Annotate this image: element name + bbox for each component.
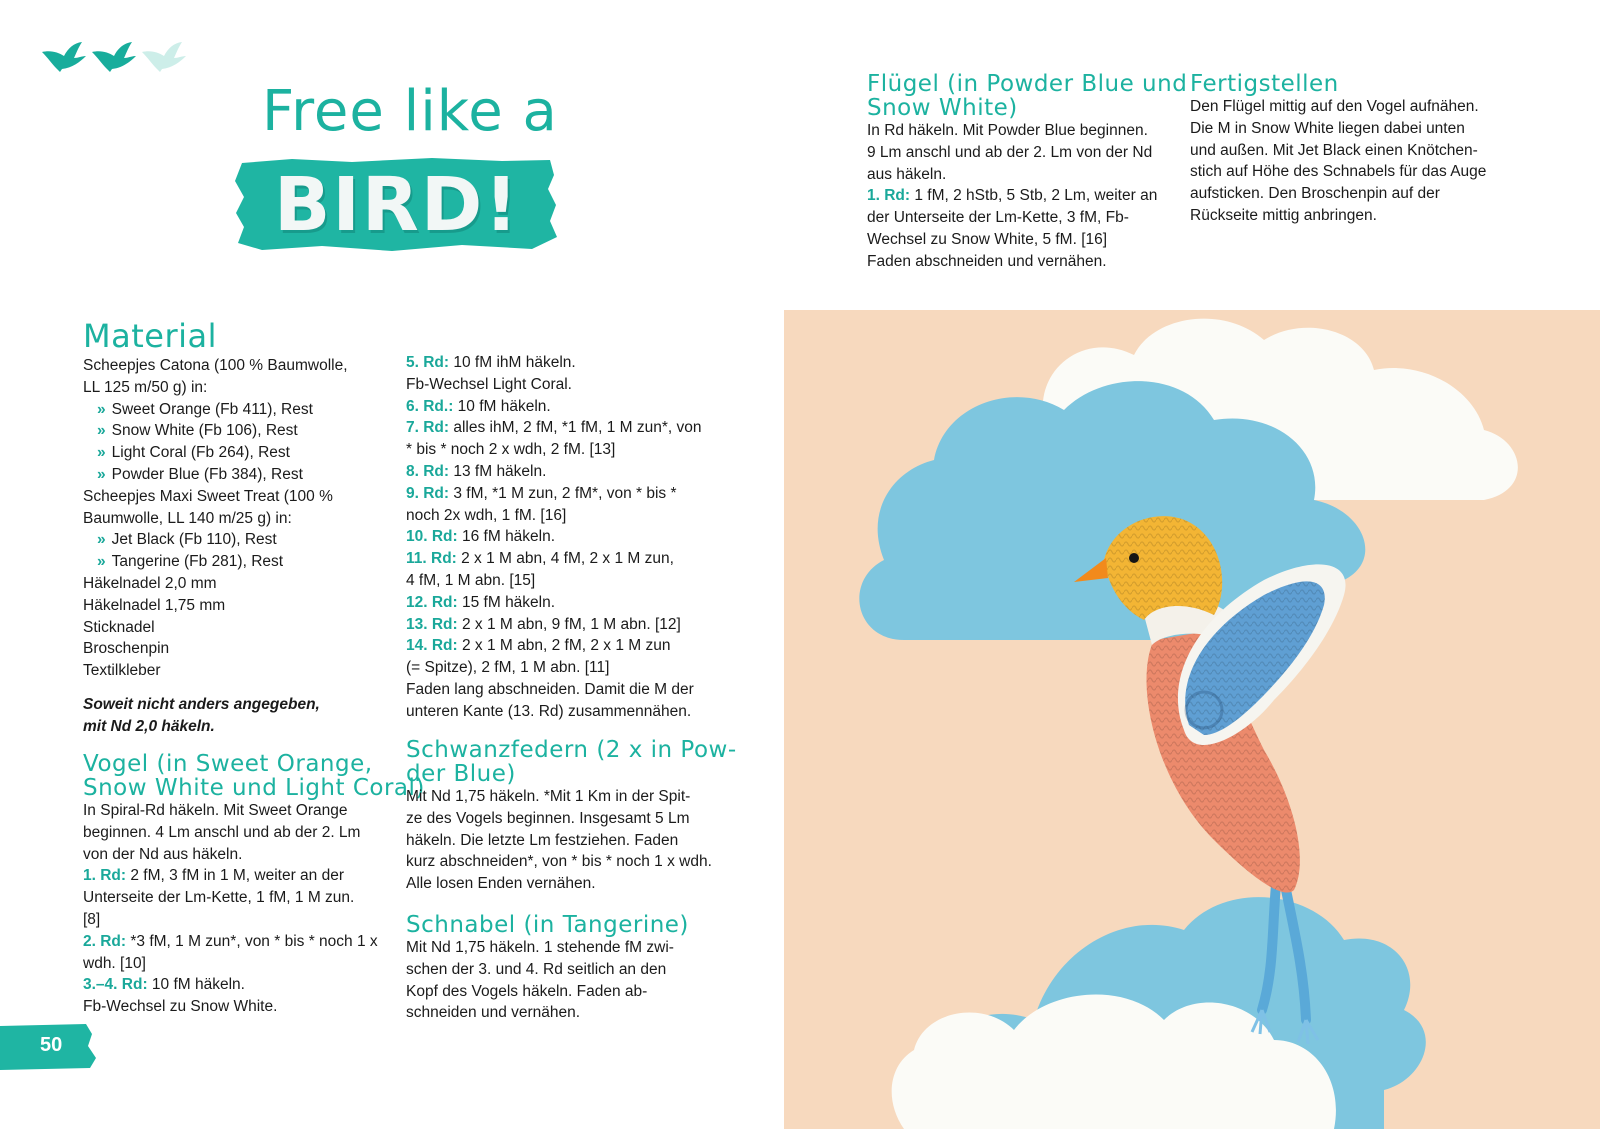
line-text: In Spiral-Rd häkeln. Mit Sweet Orange	[83, 802, 348, 819]
line-text: 10 fM häkeln.	[453, 397, 551, 415]
bird-icon	[92, 42, 136, 72]
material-section	[83, 318, 383, 738]
line-text: * bis * noch 2 x wdh, 2 fM. [13]	[406, 441, 616, 459]
fluegel-heading	[867, 71, 1188, 121]
line-text: 2 x 1 M abn, 4 fM, 2 x 1 M zun,	[456, 550, 674, 568]
text-line	[867, 229, 1167, 251]
schwanz-text	[406, 786, 716, 895]
text-line	[83, 865, 383, 887]
material-text: Broschenpin	[83, 640, 170, 658]
text-line	[406, 526, 716, 548]
bullet-mark: »	[97, 422, 106, 440]
material-text: LL 125 m/50 g) in:	[83, 378, 208, 396]
text-line: aufsticken. Den Broschenpin auf der	[1190, 185, 1440, 203]
material-note	[83, 694, 383, 738]
text-line	[867, 251, 1167, 273]
text-line	[867, 207, 1167, 229]
round-label: 7. Rd:	[406, 419, 450, 437]
round-label: 12. Rd:	[406, 593, 458, 611]
round-label: 13. Rd:	[406, 615, 458, 633]
title-word: BIRD!	[273, 162, 521, 248]
line-text: Fb-Wechsel zu Snow White.	[83, 998, 278, 1016]
line-text: 15 fM häkeln.	[457, 593, 556, 611]
fertig-section	[1190, 72, 1510, 227]
line-text: 13 fM häkeln.	[449, 462, 547, 480]
text-line: Die M in Snow White liegen dabei unten	[1190, 119, 1465, 137]
line-text: 2 x 1 M abn, 9 fM, 1 M abn. [12]	[457, 615, 681, 633]
line-text: In Rd häkeln. Mit Powder Blue beginnen.	[867, 122, 1148, 139]
material-text: Scheepjes Catona (100 % Baumwolle,	[83, 357, 348, 374]
line-text: Faden abschneiden und vernähen.	[867, 252, 1107, 270]
material-line	[83, 595, 383, 617]
bullet-mark: »	[97, 465, 106, 483]
text-line: Mit Nd 1,75 häkeln. *Mit 1 Km in der Spit-	[406, 788, 691, 805]
text-line: und außen. Mit Jet Black einen Knötchen-	[1190, 141, 1478, 159]
round-label: 1. Rd:	[83, 867, 127, 885]
material-heading: Material	[83, 317, 217, 355]
line-text: 10 fM häkeln.	[147, 976, 245, 994]
material-line	[83, 573, 383, 595]
material-text: Snow White (Fb 106), Rest	[111, 422, 298, 440]
material-text: Jet Black (Fb 110), Rest	[111, 531, 277, 549]
material-text: Tangerine (Fb 281), Rest	[111, 553, 284, 571]
text-line	[867, 120, 1167, 142]
title-line: Free like a	[262, 79, 558, 144]
bird-photo	[784, 310, 1600, 1129]
schnabel-text	[406, 937, 716, 1024]
round-label: 5. Rd:	[406, 354, 450, 371]
material-line	[83, 638, 383, 660]
line-text: 2 fM, 3 fM in 1 M, weiter an der	[126, 867, 345, 885]
bird-icon-faded	[142, 42, 186, 72]
vogel-heading-line: Snow White und Light Coral)	[83, 775, 425, 801]
title-brush-banner	[232, 155, 562, 255]
round-label: 2. Rd:	[83, 932, 127, 950]
bird-icon	[42, 42, 86, 72]
material-bullet-item	[83, 529, 383, 551]
text-line	[83, 974, 383, 996]
line-text: 16 fM häkeln.	[457, 528, 556, 546]
schwanz-heading	[406, 737, 737, 787]
material-list	[83, 355, 383, 682]
material-text: Powder Blue (Fb 384), Rest	[111, 465, 303, 483]
round-label: 1. Rd:	[867, 187, 911, 205]
text-line	[406, 417, 716, 439]
page-number: 50	[40, 1034, 63, 1056]
text-line	[83, 887, 383, 909]
line-text: Faden lang abschneiden. Damit die M der	[406, 680, 694, 698]
line-text: 2 x 1 M abn, 2 fM, 2 x 1 M zun	[457, 637, 671, 655]
text-line	[406, 701, 716, 723]
text-line: Rückseite mittig anbringen.	[1190, 206, 1377, 224]
round-label: 6. Rd.:	[406, 397, 454, 415]
fluegel-heading-line: Snow White)	[867, 95, 1018, 121]
text-line: Mit Nd 1,75 häkeln. 1 stehende fM zwi-	[406, 939, 674, 956]
line-text: 1 fM, 2 hStb, 5 Stb, 2 Lm, weiter an	[910, 187, 1158, 205]
material-bullet-item	[83, 420, 383, 442]
fluegel-heading-line: Flügel (in Powder Blue und	[867, 71, 1188, 97]
vogel-heading-line: Vogel (in Sweet Orange,	[83, 751, 373, 777]
rounds-text	[406, 352, 716, 723]
round-label: 11. Rd:	[406, 550, 457, 568]
material-text: Sweet Orange (Fb 411), Rest	[111, 400, 313, 418]
line-text: Wechsel zu Snow White, 5 fM. [16]	[867, 230, 1108, 248]
fluegel-section	[867, 71, 1188, 273]
line-text: der Unterseite der Lm-Kette, 3 fM, Fb-	[867, 209, 1129, 227]
text-line	[406, 483, 716, 505]
text-line	[406, 570, 716, 592]
bullet-mark: »	[97, 553, 106, 571]
text-line	[83, 909, 383, 931]
note-line: mit Nd 2,0 häkeln.	[83, 717, 215, 735]
note-line: Soweit nicht anders angegeben,	[83, 695, 320, 713]
round-label: 9. Rd:	[406, 484, 450, 502]
text-line: Alle losen Enden vernähen.	[406, 875, 596, 893]
text-line	[406, 352, 716, 374]
text-line	[867, 142, 1167, 164]
text-line	[83, 996, 383, 1018]
fertig-text	[1190, 96, 1510, 227]
material-bullet-item	[83, 464, 383, 486]
bullet-mark: »	[97, 444, 106, 462]
material-text: Baumwolle, LL 140 m/25 g) in:	[83, 509, 292, 527]
text-line: stich auf Höhe des Schnabels für das Auge	[1190, 163, 1487, 181]
text-line: häkeln. Die letzte Lm festziehen. Faden	[406, 831, 679, 849]
round-label: 10. Rd:	[406, 528, 458, 546]
vogel-section	[83, 751, 425, 1018]
text-line	[406, 679, 716, 701]
text-line	[83, 822, 383, 844]
text-line	[83, 844, 383, 866]
text-line	[406, 657, 716, 679]
line-text: 9 Lm anschl und ab der 2. Lm von der Nd	[867, 143, 1153, 161]
bullet-mark: »	[97, 400, 106, 418]
line-text: alles ihM, 2 fM, *1 fM, 1 M zun*, von	[449, 419, 702, 437]
line-text: noch 2x wdh, 1 fM. [16]	[406, 506, 567, 524]
text-line: Den Flügel mittig auf den Vogel aufnähen.	[1190, 98, 1479, 115]
material-line	[83, 617, 383, 639]
bird-icons	[40, 38, 190, 74]
line-text: *3 fM, 1 M zun*, von * bis * noch 1 x	[126, 932, 378, 950]
line-text: 3 fM, *1 M zun, 2 fM*, von * bis *	[449, 484, 677, 502]
material-bullet-item	[83, 399, 383, 421]
line-text: (= Spitze), 2 fM, 1 M abn. [11]	[406, 659, 610, 677]
text-line	[406, 505, 716, 527]
schwanz-section	[406, 737, 737, 895]
line-text: aus häkeln.	[867, 165, 947, 183]
material-line	[83, 508, 383, 530]
schnabel-section	[406, 913, 716, 1024]
text-line	[406, 374, 716, 396]
material-text: Häkelnadel 2,0 mm	[83, 574, 217, 592]
material-line	[83, 486, 383, 508]
text-line	[83, 931, 383, 953]
text-line	[406, 548, 716, 570]
line-text: 10 fM ihM häkeln.	[449, 354, 576, 371]
material-text: Häkelnadel 1,75 mm	[83, 596, 226, 614]
line-text: von der Nd aus häkeln.	[83, 845, 243, 863]
bullet-mark: »	[97, 531, 106, 549]
fluegel-text	[867, 120, 1167, 273]
material-text: Sticknadel	[83, 618, 155, 636]
line-text: beginnen. 4 Lm anschl und ab der 2. Lm	[83, 823, 361, 841]
schwanz-heading-line: der Blue)	[406, 761, 516, 787]
schwanz-heading-line: Schwanzfedern (2 x in Pow-	[406, 737, 737, 763]
line-text: Unterseite der Lm-Kette, 1 fM, 1 M zun.	[83, 889, 355, 907]
round-label: 8. Rd:	[406, 462, 450, 480]
text-line: ze des Vogels beginnen. Insgesamt 5 Lm	[406, 809, 690, 827]
line-text: unteren Kante (13. Rd) zusammennähen.	[406, 702, 692, 720]
material-bullet-item	[83, 442, 383, 464]
line-text: wdh. [10]	[83, 954, 146, 972]
material-bullet-item	[83, 551, 383, 573]
text-line	[406, 614, 716, 636]
round-label: 3.–4. Rd:	[83, 976, 148, 994]
text-line	[406, 592, 716, 614]
line-text: [8]	[83, 910, 101, 928]
text-line: schneiden und vernähen.	[406, 1004, 581, 1022]
text-line: kurz abschneiden*, von * bis * noch 1 x wdh.	[406, 853, 712, 871]
line-text: Fb-Wechsel Light Coral.	[406, 375, 572, 393]
text-line: schen der 3. und 4. Rd seitlich an den	[406, 960, 667, 978]
text-line	[83, 953, 383, 975]
fertig-heading: Fertigstellen	[1190, 71, 1339, 97]
material-line	[83, 377, 383, 399]
material-text: Scheepjes Maxi Sweet Treat (100 %	[83, 487, 333, 505]
text-line	[406, 461, 716, 483]
line-text: 4 fM, 1 M abn. [15]	[406, 571, 536, 589]
text-line	[406, 439, 716, 461]
text-line	[867, 164, 1167, 186]
text-line	[867, 185, 1167, 207]
material-text: Textilkleber	[83, 662, 161, 680]
page-number-tab	[0, 1024, 100, 1070]
vogel-text	[83, 800, 383, 1018]
material-text: Light Coral (Fb 264), Rest	[111, 444, 290, 462]
material-line	[83, 660, 383, 682]
schnabel-heading: Schnabel (in Tangerine)	[406, 912, 689, 938]
round-label: 14. Rd:	[406, 637, 458, 655]
text-line	[406, 635, 716, 657]
text-line	[406, 396, 716, 418]
material-line	[83, 355, 383, 377]
vogel-heading	[83, 751, 425, 801]
text-line	[83, 800, 383, 822]
text-line: Kopf des Vogels häkeln. Faden ab-	[406, 982, 648, 1000]
